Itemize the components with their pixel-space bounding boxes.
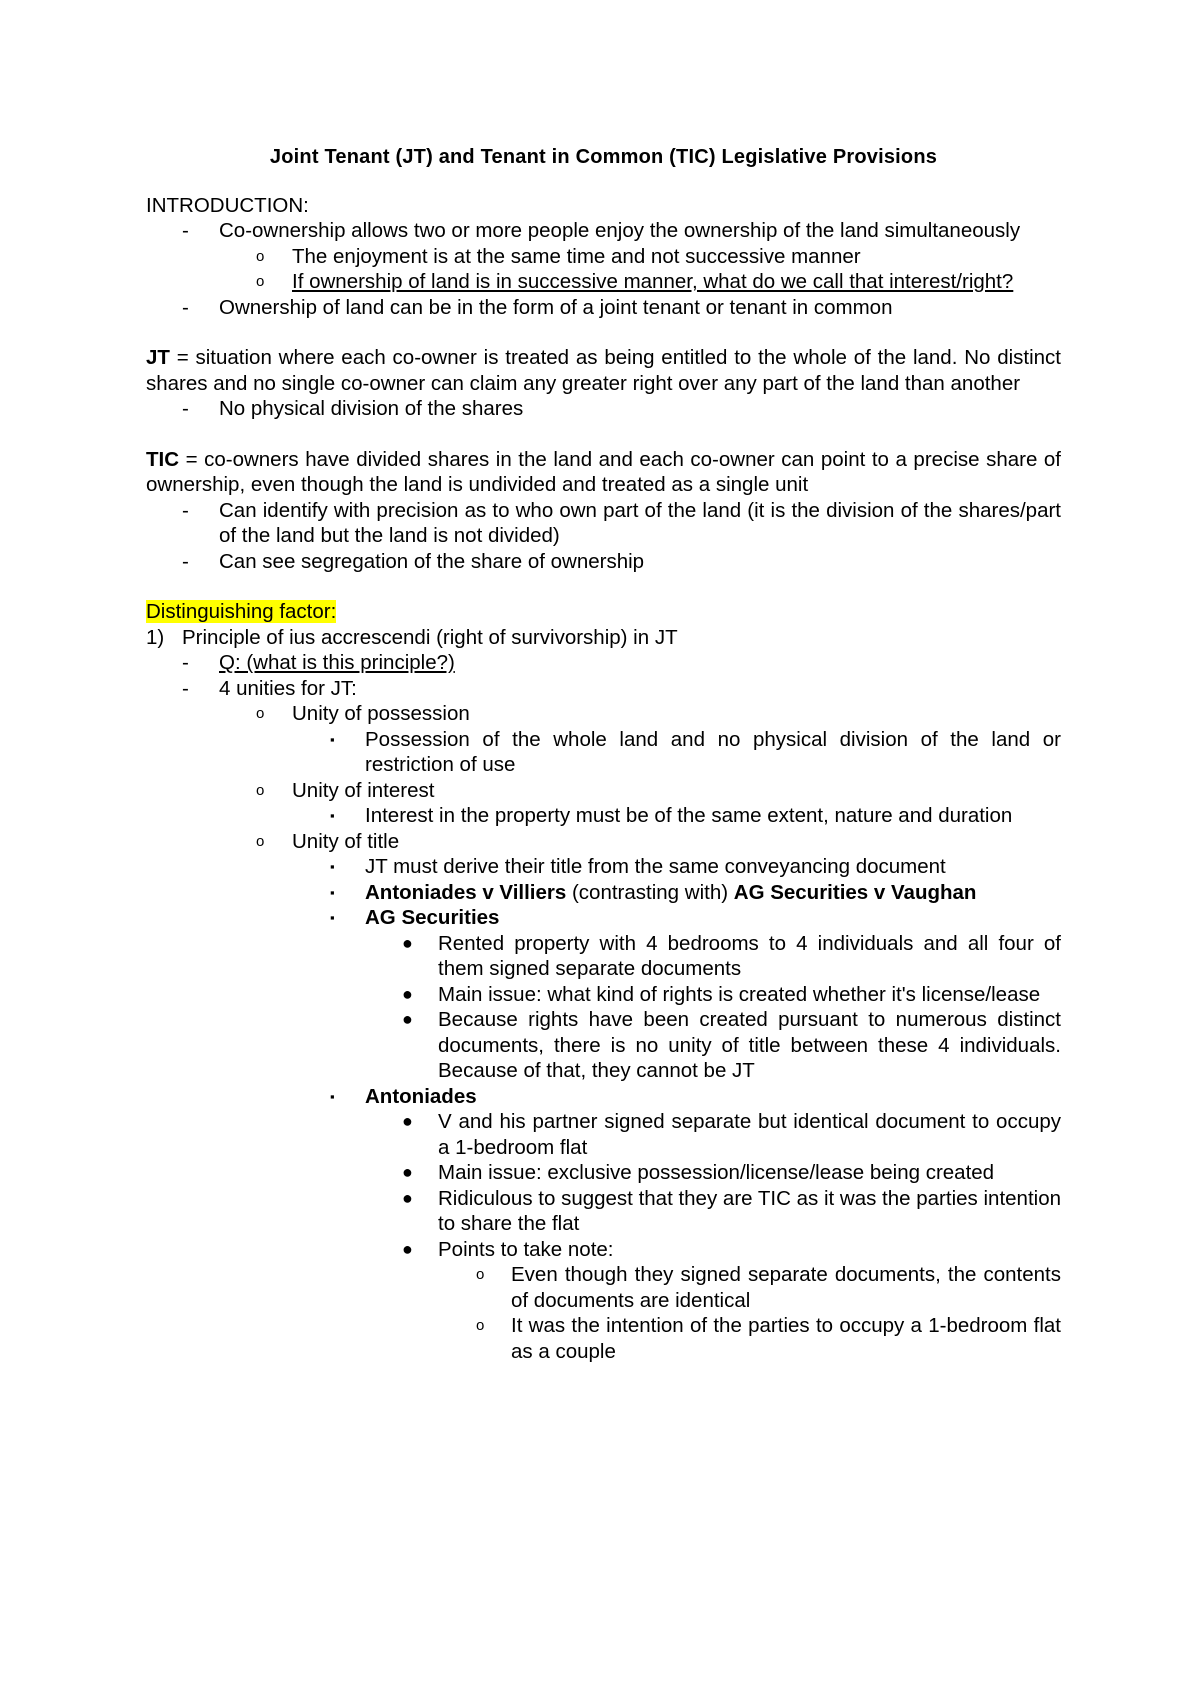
list-item: o Even though they signed separate documents, the contents of documents are identical xyxy=(476,1263,1061,1312)
list-item: o Unity of interest xyxy=(256,778,435,802)
intro-heading: INTRODUCTION: xyxy=(146,193,309,217)
list-item: ▪ Interest in the property must be of the same extent, nature and duration xyxy=(330,804,1013,827)
list-item: ● Rented property with 4 bedrooms to 4 individuals and all four of them signed separate documents xyxy=(402,931,1061,980)
list-item: - Co-ownership allows two or more people enjoy the ownership of the land simultaneously xyxy=(182,219,1021,242)
list-item: o If ownership of land is in successive manner, what do we call that interest/right? xyxy=(256,270,1014,293)
list-item: - Q: (what is this principle?) xyxy=(182,651,455,674)
jt-definition: JT = situation where each co-owner is treated as being entitled to the whole of the land. No distinct shares and no single co-owner can claim any greater right over any part of the land than another xyxy=(146,346,1061,395)
list-item: ● Points to take note: xyxy=(402,1237,614,1261)
list-item: ▪ JT must derive their title from the same conveyancing document xyxy=(330,855,946,878)
tic-definition: TIC = co-owners have divided shares in the land and each co-owner can point to a precise share of ownership, even though the land is undivided and treated as a single unit xyxy=(146,447,1061,496)
list-item: ● V and his partner signed separate but identical document to occupy a 1-bedroom flat xyxy=(402,1110,1061,1159)
distinguishing-heading: Distinguishing factor: xyxy=(146,600,337,623)
list-item: o The enjoyment is at the same time and not successive manner xyxy=(256,244,861,268)
numbered-item: 1) Principle of ius accrescendi (right of survivorship) in JT xyxy=(146,625,678,649)
list-item: ▪ Antoniades v Villiers (contrasting with) AG Securities v Vaughan xyxy=(330,880,977,904)
list-item: ▪ Antoniades xyxy=(330,1084,477,1108)
list-item: - 4 unities for JT: xyxy=(182,676,357,700)
list-item: - Can see segregation of the share of ownership xyxy=(182,549,645,573)
list-item: ● Ridiculous to suggest that they are TIC as it was the parties intention to share the flat xyxy=(402,1186,1061,1235)
list-item: ▪ Possession of the whole land and no physical division of the land or restriction of use xyxy=(330,727,1061,776)
document-title: Joint Tenant (JT) and Tenant in Common (TIC) Legislative Provisions xyxy=(269,146,938,168)
list-item: - Ownership of land can be in the form of a joint tenant or tenant in common xyxy=(182,295,893,319)
list-item: ● Main issue: exclusive possession/license/lease being created xyxy=(402,1161,995,1184)
list-item: ● Because rights have been created pursuant to numerous distinct documents, there is no unity of title between these 4 individuals. Because of that, they cannot be JT xyxy=(402,1008,1061,1082)
list-item: ● Main issue: what kind of rights is created whether it's license/lease xyxy=(402,982,1041,1006)
list-item: ▪ AG Securities xyxy=(330,906,500,929)
list-item: o Unity of possession xyxy=(256,702,470,725)
document-page xyxy=(146,145,1061,1364)
list-item: - No physical division of the shares xyxy=(182,397,524,420)
list-item: - Can identify with precision as to who own part of the land (it is the division of the shares/part of the land but the land is not divided) xyxy=(182,498,1061,547)
list-item: o Unity of title xyxy=(256,829,400,853)
list-item: o It was the intention of the parties to occupy a 1-bedroom flat as a couple xyxy=(476,1314,1061,1363)
